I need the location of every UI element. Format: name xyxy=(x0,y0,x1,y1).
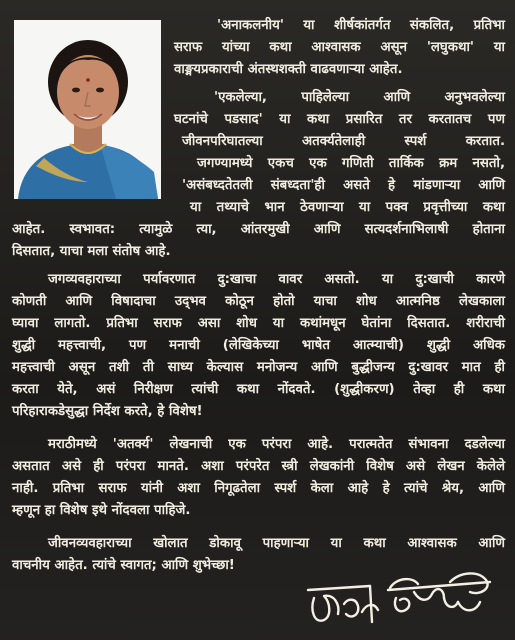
text-line: नाही. प्रतिभा सराफ यांनी अशा निगूढतेला स्पर्श केला आहे हे त्यांचे श्रेय, आणि xyxy=(12,481,505,496)
text-line: 'अनाकलनीय' या शीर्षकांतर्गत संकलित, प्रतिभा xyxy=(217,18,505,33)
author-signature xyxy=(300,568,500,630)
text-line: सराफ यांच्या कथा आश्वासक असून 'लघुकथा' या xyxy=(174,40,505,55)
text-line: म्हणून हा विशेष इथे नोंदवला पाहिजे. xyxy=(12,503,191,518)
text-line: असतात असे ही परंपरा मानते. अशा परंपरेत स्त्री लेखकांनी विशेष असे लेखन केलेले xyxy=(12,459,505,474)
text-line: आहेत. स्वभावत: त्यामुळे त्या, आंतरमुखी आणि सत्यदर्शनाभिलाषी होताना xyxy=(12,222,505,237)
signature-image xyxy=(300,568,500,630)
text-line: परिहाराकडेसुद्धा निर्देश करते, हे विशेष! xyxy=(12,404,203,419)
text-line: वाङ्मयप्रकाराची अंतस्थशक्ती वाढवणाऱ्या आहेत. xyxy=(174,62,403,77)
text-line: कोणती आणि विषादाचा उद्‌भव कोठून होतो याचा शोध आत्मनिष्ठ लेखकाला xyxy=(12,294,505,309)
text-line: जीवनपरिघातल्या अतर्क्यतेलाही स्पर्श करतात. xyxy=(182,134,505,149)
text-line: महत्त्वाची असून तशी ती साध्य केल्यास मनोजन्य आणि बुद्धीजन्य दु:खावर मात ही xyxy=(12,360,505,375)
text-line: घटनांचे पडसाद' या कथा प्रसारित तर करतातच पण xyxy=(174,112,505,127)
text-line: जीवनव्यवहाराच्या खोलात डोकावू पाहणाऱ्या या कथा आश्वासक आणि xyxy=(48,536,505,551)
paragraph-2 xyxy=(12,87,505,263)
paragraph-1 xyxy=(12,15,505,81)
text-line: 'एकलेल्या, पाहिलेल्या आणि अनुभवलेल्या xyxy=(214,90,505,105)
text-line: या तथ्याचे भान ठेवणाऱ्या या पक्व प्रवृत्तीच्या कथा xyxy=(190,200,505,215)
text-line: जगव्यवहाराच्या पर्यावरणात दु:खाचा वावर असतो. या दु:खाची कारणे xyxy=(48,272,505,287)
text-line: जगण्यामध्ये एकच एक गणिती तार्किक क्रम नसतो, xyxy=(197,156,505,171)
text-line: घ्यावा लागतो. प्रतिभा सराफ असा शोध या कथांमधून घेतांना दिसतात. शरीराची xyxy=(12,316,505,331)
paragraph-4 xyxy=(12,434,505,522)
text-line: दिसतात, याचा मला संतोष आहे. xyxy=(12,244,171,259)
text-line: 'असंबध्दतेतली संबध्दता'ही असते हे मांडणाऱ्या आणि xyxy=(182,178,505,193)
text-line: मराठीमध्ये 'अतर्क्य' लेखनाची एक परंपरा आहे. परात्मतेत संभावना दडलेल्या xyxy=(48,437,505,452)
paragraph-3 xyxy=(12,269,505,423)
text-line: शुद्धी महत्त्वाची, पण मनाची (लेखिकेच्या भाषेत आत्म्याची) शुद्धी अधिक xyxy=(12,338,505,353)
text-line: करता येते, असं निरीक्षण त्यांची कथा नोंदवते. (शुद्धीकरण) तेव्हा ही कथा xyxy=(12,382,505,397)
text-line: वाचनीय आहेत. त्यांचे स्वागत; आणि शुभेच्छा! xyxy=(12,558,235,573)
foreword-text xyxy=(12,0,505,577)
